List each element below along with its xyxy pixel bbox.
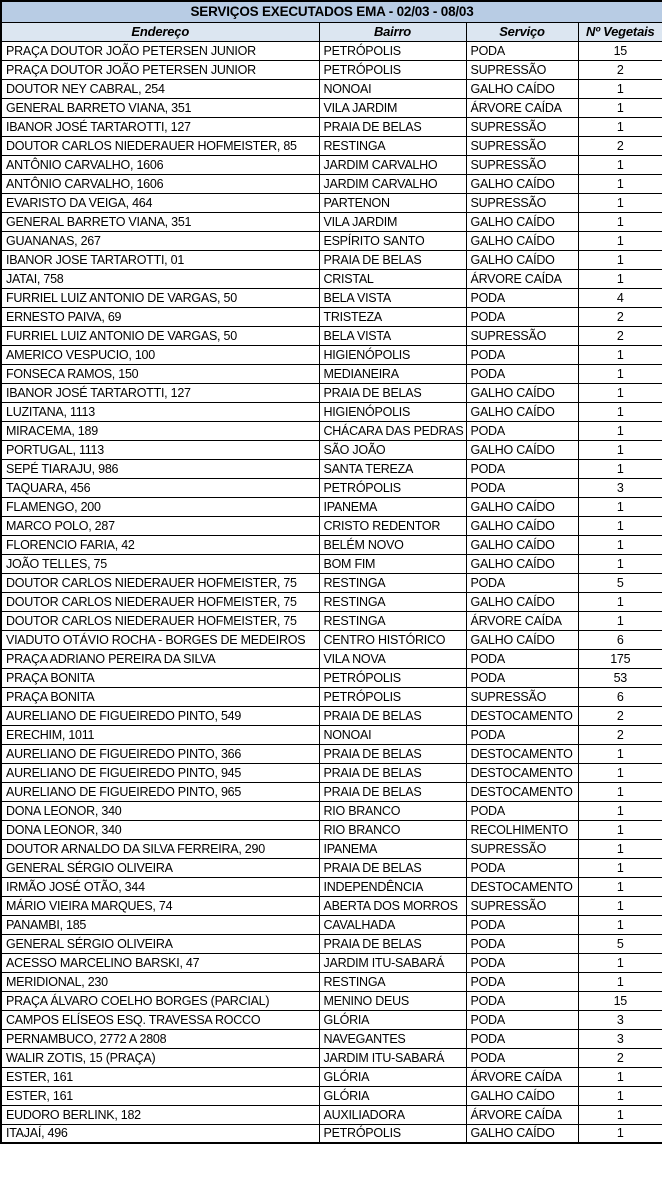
cell-vegetais[interactable]: 5 <box>578 573 662 592</box>
cell-servico[interactable]: PODA <box>466 364 578 383</box>
cell-endereco[interactable]: IBANOR JOSÉ TARTAROTTI, 127 <box>1 383 319 402</box>
table-row <box>1 535 662 554</box>
cell-servico[interactable]: DESTOCAMENTO <box>466 782 578 801</box>
cell-endereco[interactable]: PRAÇA ADRIANO PEREIRA DA SILVA <box>1 649 319 668</box>
cell-endereco[interactable]: FURRIEL LUIZ ANTONIO DE VARGAS, 50 <box>1 326 319 345</box>
table-row <box>1 554 662 573</box>
table-row <box>1 155 662 174</box>
cell-vegetais[interactable]: 1 <box>578 497 662 516</box>
cell-endereco[interactable]: PRAÇA BONITA <box>1 687 319 706</box>
cell-bairro[interactable]: PRAIA DE BELAS <box>319 117 466 136</box>
cell-bairro[interactable]: MEDIANEIRA <box>319 364 466 383</box>
cell-vegetais[interactable]: 1 <box>578 383 662 402</box>
cell-vegetais[interactable]: 6 <box>578 687 662 706</box>
cell-bairro[interactable]: IPANEMA <box>319 497 466 516</box>
table-row <box>1 592 662 611</box>
table-row <box>1 1086 662 1105</box>
cell-vegetais[interactable]: 4 <box>578 288 662 307</box>
cell-bairro[interactable]: NAVEGANTES <box>319 1029 466 1048</box>
cell-servico[interactable]: GALHO CAÍDO <box>466 402 578 421</box>
table-row <box>1 421 662 440</box>
cell-bairro[interactable]: ESPÍRITO SANTO <box>319 231 466 250</box>
cell-vegetais[interactable]: 3 <box>578 478 662 497</box>
cell-endereco[interactable]: GENERAL BARRETO VIANA, 351 <box>1 98 319 117</box>
cell-servico[interactable]: PODA <box>466 725 578 744</box>
cell-endereco[interactable]: DONA LEONOR, 340 <box>1 801 319 820</box>
cell-servico[interactable]: DESTOCAMENTO <box>466 763 578 782</box>
cell-servico[interactable]: PODA <box>466 972 578 991</box>
cell-servico[interactable]: GALHO CAÍDO <box>466 383 578 402</box>
cell-bairro[interactable]: PRAIA DE BELAS <box>319 744 466 763</box>
cell-vegetais[interactable]: 1 <box>578 535 662 554</box>
table-row <box>1 934 662 953</box>
table-row <box>1 972 662 991</box>
cell-servico[interactable]: SUPRESSÃO <box>466 136 578 155</box>
cell-endereco[interactable]: ESTER, 161 <box>1 1086 319 1105</box>
table-row <box>1 915 662 934</box>
cell-vegetais[interactable]: 1 <box>578 554 662 573</box>
column-header-servico[interactable]: Serviço <box>466 22 578 41</box>
cell-endereco[interactable]: IBANOR JOSÉ TARTAROTTI, 127 <box>1 117 319 136</box>
table-row <box>1 345 662 364</box>
cell-bairro[interactable]: BOM FIM <box>319 554 466 573</box>
table-row <box>1 41 662 60</box>
cell-bairro[interactable]: RIO BRANCO <box>319 801 466 820</box>
cell-endereco[interactable]: GENERAL SÉRGIO OLIVEIRA <box>1 858 319 877</box>
cell-endereco[interactable]: AURELIANO DE FIGUEIREDO PINTO, 965 <box>1 782 319 801</box>
cell-vegetais[interactable]: 1 <box>578 364 662 383</box>
table-row <box>1 706 662 725</box>
cell-servico[interactable]: ÁRVORE CAÍDA <box>466 1067 578 1086</box>
cell-bairro[interactable]: PETRÓPOLIS <box>319 41 466 60</box>
cell-endereco[interactable]: CAMPOS ELÍSEOS ESQ. TRAVESSA ROCCO <box>1 1010 319 1029</box>
cell-endereco[interactable]: DOUTOR ARNALDO DA SILVA FERREIRA, 290 <box>1 839 319 858</box>
cell-servico[interactable]: SUPRESSÃO <box>466 896 578 915</box>
table-body <box>1 41 662 1143</box>
table-row <box>1 763 662 782</box>
column-header-row <box>1 22 662 41</box>
cell-servico[interactable]: SUPRESSÃO <box>466 326 578 345</box>
cell-vegetais[interactable]: 1 <box>578 212 662 231</box>
cell-bairro[interactable]: SANTA TEREZA <box>319 459 466 478</box>
cell-servico[interactable]: PODA <box>466 478 578 497</box>
cell-vegetais[interactable]: 1 <box>578 877 662 896</box>
cell-endereco[interactable]: DOUTOR CARLOS NIEDERAUER HOFMEISTER, 75 <box>1 573 319 592</box>
cell-servico[interactable]: GALHO CAÍDO <box>466 231 578 250</box>
table-row <box>1 497 662 516</box>
table-row <box>1 98 662 117</box>
cell-bairro[interactable]: TRISTEZA <box>319 307 466 326</box>
cell-bairro[interactable]: ABERTA DOS MORROS <box>319 896 466 915</box>
cell-vegetais[interactable]: 1 <box>578 972 662 991</box>
table-row <box>1 649 662 668</box>
cell-vegetais[interactable]: 1 <box>578 79 662 98</box>
cell-servico[interactable]: ÁRVORE CAÍDA <box>466 98 578 117</box>
cell-servico[interactable]: SUPRESSÃO <box>466 839 578 858</box>
table-row <box>1 193 662 212</box>
cell-servico[interactable]: PODA <box>466 288 578 307</box>
cell-servico[interactable]: PODA <box>466 858 578 877</box>
cell-bairro[interactable]: GLÓRIA <box>319 1067 466 1086</box>
cell-bairro[interactable]: PRAIA DE BELAS <box>319 706 466 725</box>
cell-bairro[interactable]: PETRÓPOLIS <box>319 687 466 706</box>
cell-servico[interactable]: DESTOCAMENTO <box>466 706 578 725</box>
cell-endereco[interactable]: MIRACEMA, 189 <box>1 421 319 440</box>
cell-vegetais[interactable]: 2 <box>578 326 662 345</box>
cell-servico[interactable]: PODA <box>466 345 578 364</box>
cell-servico[interactable]: GALHO CAÍDO <box>466 212 578 231</box>
cell-servico[interactable]: DESTOCAMENTO <box>466 877 578 896</box>
cell-vegetais[interactable]: 1 <box>578 763 662 782</box>
table-row <box>1 1010 662 1029</box>
table-row <box>1 877 662 896</box>
cell-bairro[interactable]: GLÓRIA <box>319 1010 466 1029</box>
table-row <box>1 136 662 155</box>
table-row <box>1 1029 662 1048</box>
cell-bairro[interactable]: PRAIA DE BELAS <box>319 383 466 402</box>
cell-servico[interactable]: DESTOCAMENTO <box>466 744 578 763</box>
cell-vegetais[interactable]: 1 <box>578 611 662 630</box>
cell-servico[interactable]: PODA <box>466 934 578 953</box>
table-row <box>1 250 662 269</box>
table-row <box>1 117 662 136</box>
cell-vegetais[interactable]: 3 <box>578 1029 662 1048</box>
cell-bairro[interactable]: PETRÓPOLIS <box>319 478 466 497</box>
table-row <box>1 269 662 288</box>
cell-vegetais[interactable]: 1 <box>578 896 662 915</box>
cell-endereco[interactable]: ACESSO MARCELINO BARSKI, 47 <box>1 953 319 972</box>
cell-endereco[interactable]: FURRIEL LUIZ ANTONIO DE VARGAS, 50 <box>1 288 319 307</box>
column-header-endereco[interactable]: Endereço <box>1 22 319 41</box>
cell-vegetais[interactable]: 2 <box>578 706 662 725</box>
column-header-vegetais[interactable]: Nº Vegetais <box>578 22 662 41</box>
table-row <box>1 174 662 193</box>
cell-vegetais[interactable]: 1 <box>578 421 662 440</box>
cell-vegetais[interactable]: 1 <box>578 839 662 858</box>
cell-servico[interactable]: GALHO CAÍDO <box>466 440 578 459</box>
cell-vegetais[interactable]: 1 <box>578 516 662 535</box>
cell-vegetais[interactable]: 1 <box>578 820 662 839</box>
table-row <box>1 79 662 98</box>
table-row <box>1 383 662 402</box>
cell-servico[interactable]: PODA <box>466 1010 578 1029</box>
cell-vegetais[interactable]: 53 <box>578 668 662 687</box>
cell-bairro[interactable]: VILA JARDIM <box>319 212 466 231</box>
cell-endereco[interactable]: WALIR ZOTIS, 15 (PRAÇA) <box>1 1048 319 1067</box>
cell-bairro[interactable]: VILA NOVA <box>319 649 466 668</box>
cell-endereco[interactable]: ERNESTO PAIVA, 69 <box>1 307 319 326</box>
cell-vegetais[interactable]: 1 <box>578 98 662 117</box>
cell-bairro[interactable]: VILA JARDIM <box>319 98 466 117</box>
cell-bairro[interactable]: HIGIENÓPOLIS <box>319 345 466 364</box>
cell-endereco[interactable]: ERECHIM, 1011 <box>1 725 319 744</box>
cell-servico[interactable]: PODA <box>466 953 578 972</box>
cell-bairro[interactable]: PARTENON <box>319 193 466 212</box>
table-row <box>1 364 662 383</box>
cell-vegetais[interactable]: 1 <box>578 231 662 250</box>
cell-servico[interactable]: GALHO CAÍDO <box>466 497 578 516</box>
cell-endereco[interactable]: ANTÔNIO CARVALHO, 1606 <box>1 174 319 193</box>
cell-endereco[interactable]: AURELIANO DE FIGUEIREDO PINTO, 366 <box>1 744 319 763</box>
cell-endereco[interactable]: PERNAMBUCO, 2772 A 2808 <box>1 1029 319 1048</box>
cell-vegetais[interactable]: 15 <box>578 991 662 1010</box>
cell-bairro[interactable]: CHÁCARA DAS PEDRAS <box>319 421 466 440</box>
cell-endereco[interactable]: IRMÃO JOSÉ OTÃO, 344 <box>1 877 319 896</box>
cell-endereco[interactable]: DOUTOR CARLOS NIEDERAUER HOFMEISTER, 85 <box>1 136 319 155</box>
cell-vegetais[interactable]: 2 <box>578 307 662 326</box>
cell-vegetais[interactable]: 1 <box>578 953 662 972</box>
table-row <box>1 212 662 231</box>
cell-endereco[interactable]: DONA LEONOR, 340 <box>1 820 319 839</box>
cell-vegetais[interactable]: 175 <box>578 649 662 668</box>
table-row <box>1 896 662 915</box>
cell-vegetais[interactable]: 1 <box>578 155 662 174</box>
cell-servico[interactable]: PODA <box>466 421 578 440</box>
table-row <box>1 839 662 858</box>
cell-endereco[interactable]: DOUTOR CARLOS NIEDERAUER HOFMEISTER, 75 <box>1 592 319 611</box>
cell-endereco[interactable]: DOUTOR NEY CABRAL, 254 <box>1 79 319 98</box>
cell-bairro[interactable]: RESTINGA <box>319 611 466 630</box>
cell-vegetais[interactable]: 1 <box>578 744 662 763</box>
table-row <box>1 858 662 877</box>
table-row <box>1 307 662 326</box>
cell-bairro[interactable]: JARDIM CARVALHO <box>319 174 466 193</box>
cell-vegetais[interactable]: 1 <box>578 801 662 820</box>
cell-servico[interactable]: ÁRVORE CAÍDA <box>466 1105 578 1124</box>
cell-vegetais[interactable]: 1 <box>578 1105 662 1124</box>
cell-bairro[interactable]: GLÓRIA <box>319 1086 466 1105</box>
cell-bairro[interactable]: AUXILIADORA <box>319 1105 466 1124</box>
cell-servico[interactable]: PODA <box>466 1048 578 1067</box>
cell-servico[interactable]: RECOLHIMENTO <box>466 820 578 839</box>
cell-servico[interactable]: GALHO CAÍDO <box>466 535 578 554</box>
table-row <box>1 478 662 497</box>
cell-vegetais[interactable]: 1 <box>578 250 662 269</box>
cell-servico[interactable]: GALHO CAÍDO <box>466 592 578 611</box>
table-row <box>1 687 662 706</box>
cell-bairro[interactable]: SÃO JOÃO <box>319 440 466 459</box>
cell-bairro[interactable]: RESTINGA <box>319 136 466 155</box>
cell-bairro[interactable]: PETRÓPOLIS <box>319 668 466 687</box>
table-row <box>1 516 662 535</box>
cell-vegetais[interactable]: 6 <box>578 630 662 649</box>
cell-bairro[interactable]: PRAIA DE BELAS <box>319 858 466 877</box>
cell-bairro[interactable]: RESTINGA <box>319 592 466 611</box>
cell-endereco[interactable]: VIADUTO OTÁVIO ROCHA - BORGES DE MEDEIROS <box>1 630 319 649</box>
cell-vegetais[interactable]: 5 <box>578 934 662 953</box>
cell-servico[interactable]: GALHO CAÍDO <box>466 554 578 573</box>
cell-endereco[interactable]: PANAMBI, 185 <box>1 915 319 934</box>
cell-servico[interactable]: ÁRVORE CAÍDA <box>466 611 578 630</box>
cell-servico[interactable]: PODA <box>466 801 578 820</box>
cell-servico[interactable]: GALHO CAÍDO <box>466 630 578 649</box>
cell-servico[interactable]: SUPRESSÃO <box>466 193 578 212</box>
cell-bairro[interactable]: BELÉM NOVO <box>319 535 466 554</box>
cell-vegetais[interactable]: 2 <box>578 725 662 744</box>
cell-servico[interactable]: ÁRVORE CAÍDA <box>466 269 578 288</box>
cell-bairro[interactable]: JARDIM ITU-SABARÁ <box>319 1048 466 1067</box>
cell-vegetais[interactable]: 1 <box>578 915 662 934</box>
cell-vegetais[interactable]: 1 <box>578 1124 662 1143</box>
table-row <box>1 231 662 250</box>
cell-endereco[interactable]: MARCO POLO, 287 <box>1 516 319 535</box>
cell-bairro[interactable]: PRAIA DE BELAS <box>319 763 466 782</box>
table-row <box>1 668 662 687</box>
table-row <box>1 1105 662 1124</box>
cell-endereco[interactable]: ANTÔNIO CARVALHO, 1606 <box>1 155 319 174</box>
cell-endereco[interactable]: GUANANAS, 267 <box>1 231 319 250</box>
cell-bairro[interactable]: NONOAI <box>319 725 466 744</box>
cell-bairro[interactable]: RIO BRANCO <box>319 820 466 839</box>
cell-endereco[interactable]: EVARISTO DA VEIGA, 464 <box>1 193 319 212</box>
cell-endereco[interactable]: MÁRIO VIEIRA MARQUES, 74 <box>1 896 319 915</box>
cell-bairro[interactable]: PRAIA DE BELAS <box>319 782 466 801</box>
cell-servico[interactable]: PODA <box>466 1029 578 1048</box>
cell-servico[interactable]: PODA <box>466 915 578 934</box>
cell-bairro[interactable]: CAVALHADA <box>319 915 466 934</box>
cell-bairro[interactable]: RESTINGA <box>319 573 466 592</box>
cell-servico[interactable]: SUPRESSÃO <box>466 117 578 136</box>
cell-vegetais[interactable]: 1 <box>578 459 662 478</box>
cell-endereco[interactable]: TAQUARA, 456 <box>1 478 319 497</box>
cell-vegetais[interactable]: 1 <box>578 269 662 288</box>
table-row <box>1 326 662 345</box>
cell-bairro[interactable]: NONOAI <box>319 79 466 98</box>
cell-vegetais[interactable]: 1 <box>578 193 662 212</box>
cell-endereco[interactable]: JOÃO TELLES, 75 <box>1 554 319 573</box>
cell-servico[interactable]: SUPRESSÃO <box>466 155 578 174</box>
cell-vegetais[interactable]: 1 <box>578 402 662 421</box>
cell-vegetais[interactable]: 2 <box>578 136 662 155</box>
table-row <box>1 725 662 744</box>
cell-vegetais[interactable]: 1 <box>578 858 662 877</box>
table-row <box>1 1124 662 1143</box>
cell-servico[interactable]: SUPRESSÃO <box>466 60 578 79</box>
cell-vegetais[interactable]: 2 <box>578 60 662 79</box>
cell-vegetais[interactable]: 1 <box>578 117 662 136</box>
cell-bairro[interactable]: PRAIA DE BELAS <box>319 934 466 953</box>
table-row <box>1 953 662 972</box>
cell-endereco[interactable]: PRAÇA ÁLVARO COELHO BORGES (PARCIAL) <box>1 991 319 1010</box>
cell-servico[interactable]: PODA <box>466 307 578 326</box>
cell-bairro[interactable]: BELA VISTA <box>319 288 466 307</box>
cell-vegetais[interactable]: 15 <box>578 41 662 60</box>
cell-endereco[interactable]: AURELIANO DE FIGUEIREDO PINTO, 549 <box>1 706 319 725</box>
cell-bairro[interactable]: PETRÓPOLIS <box>319 60 466 79</box>
cell-bairro[interactable]: PRAIA DE BELAS <box>319 250 466 269</box>
cell-servico[interactable]: GALHO CAÍDO <box>466 516 578 535</box>
cell-servico[interactable]: PODA <box>466 573 578 592</box>
cell-endereco[interactable]: DOUTOR CARLOS NIEDERAUER HOFMEISTER, 75 <box>1 611 319 630</box>
cell-servico[interactable]: SUPRESSÃO <box>466 687 578 706</box>
cell-bairro[interactable]: PETRÓPOLIS <box>319 1124 466 1143</box>
table-row <box>1 744 662 763</box>
cell-endereco[interactable]: ESTER, 161 <box>1 1067 319 1086</box>
column-header-bairro[interactable]: Bairro <box>319 22 466 41</box>
table-row <box>1 630 662 649</box>
cell-endereco[interactable]: AMERICO VESPUCIO, 100 <box>1 345 319 364</box>
table-row <box>1 1067 662 1086</box>
cell-endereco[interactable]: MERIDIONAL, 230 <box>1 972 319 991</box>
cell-bairro[interactable]: INDEPENDÊNCIA <box>319 877 466 896</box>
cell-endereco[interactable]: FLORENCIO FARIA, 42 <box>1 535 319 554</box>
cell-servico[interactable]: GALHO CAÍDO <box>466 1124 578 1143</box>
table-row <box>1 820 662 839</box>
cell-endereco[interactable]: SEPÉ TIARAJU, 986 <box>1 459 319 478</box>
cell-vegetais[interactable]: 1 <box>578 1086 662 1105</box>
cell-vegetais[interactable]: 3 <box>578 1010 662 1029</box>
cell-endereco[interactable]: GENERAL SÉRGIO OLIVEIRA <box>1 934 319 953</box>
cell-bairro[interactable]: BELA VISTA <box>319 326 466 345</box>
cell-servico[interactable]: PODA <box>466 41 578 60</box>
cell-servico[interactable]: PODA <box>466 668 578 687</box>
table-row <box>1 801 662 820</box>
table-row <box>1 573 662 592</box>
cell-bairro[interactable]: CRISTO REDENTOR <box>319 516 466 535</box>
cell-servico[interactable]: GALHO CAÍDO <box>466 250 578 269</box>
cell-endereco[interactable]: FONSECA RAMOS, 150 <box>1 364 319 383</box>
cell-servico[interactable]: GALHO CAÍDO <box>466 174 578 193</box>
cell-servico[interactable]: PODA <box>466 991 578 1010</box>
cell-endereco[interactable]: LUZITANA, 1113 <box>1 402 319 421</box>
table-row <box>1 1048 662 1067</box>
cell-bairro[interactable]: CENTRO HISTÓRICO <box>319 630 466 649</box>
table-row <box>1 459 662 478</box>
cell-endereco[interactable]: FLAMENGO, 200 <box>1 497 319 516</box>
table-row <box>1 782 662 801</box>
cell-servico[interactable]: PODA <box>466 649 578 668</box>
cell-bairro[interactable]: CRISTAL <box>319 269 466 288</box>
cell-endereco[interactable]: EUDORO BERLINK, 182 <box>1 1105 319 1124</box>
cell-endereco[interactable]: AURELIANO DE FIGUEIREDO PINTO, 945 <box>1 763 319 782</box>
cell-vegetais[interactable]: 2 <box>578 1048 662 1067</box>
cell-endereco[interactable]: PORTUGAL, 1113 <box>1 440 319 459</box>
cell-endereco[interactable]: IBANOR JOSE TARTAROTTI, 01 <box>1 250 319 269</box>
cell-endereco[interactable]: PRAÇA DOUTOR JOÃO PETERSEN JUNIOR <box>1 41 319 60</box>
cell-endereco[interactable]: GENERAL BARRETO VIANA, 351 <box>1 212 319 231</box>
cell-vegetais[interactable]: 1 <box>578 174 662 193</box>
cell-servico[interactable]: GALHO CAÍDO <box>466 79 578 98</box>
cell-bairro[interactable]: JARDIM ITU-SABARÁ <box>319 953 466 972</box>
table-row <box>1 60 662 79</box>
table-row <box>1 288 662 307</box>
cell-endereco[interactable]: PRAÇA BONITA <box>1 668 319 687</box>
cell-bairro[interactable]: JARDIM CARVALHO <box>319 155 466 174</box>
table-row <box>1 991 662 1010</box>
table-row <box>1 402 662 421</box>
cell-vegetais[interactable]: 1 <box>578 440 662 459</box>
cell-endereco[interactable]: JATAI, 758 <box>1 269 319 288</box>
cell-bairro[interactable]: HIGIENÓPOLIS <box>319 402 466 421</box>
table-row <box>1 611 662 630</box>
cell-vegetais[interactable]: 1 <box>578 345 662 364</box>
cell-vegetais[interactable]: 1 <box>578 592 662 611</box>
table-row <box>1 440 662 459</box>
cell-endereco[interactable]: ITAJAÍ, 496 <box>1 1124 319 1143</box>
cell-servico[interactable]: PODA <box>466 459 578 478</box>
cell-endereco[interactable]: PRAÇA DOUTOR JOÃO PETERSEN JUNIOR <box>1 60 319 79</box>
title-row <box>1 1 662 22</box>
cell-vegetais[interactable]: 1 <box>578 1067 662 1086</box>
cell-bairro[interactable]: RESTINGA <box>319 972 466 991</box>
cell-bairro[interactable]: MENINO DEUS <box>319 991 466 1010</box>
cell-vegetais[interactable]: 1 <box>578 782 662 801</box>
cell-servico[interactable]: GALHO CAÍDO <box>466 1086 578 1105</box>
report-title[interactable]: SERVIÇOS EXECUTADOS EMA - 02/03 - 08/03 <box>1 1 662 22</box>
cell-bairro[interactable]: IPANEMA <box>319 839 466 858</box>
